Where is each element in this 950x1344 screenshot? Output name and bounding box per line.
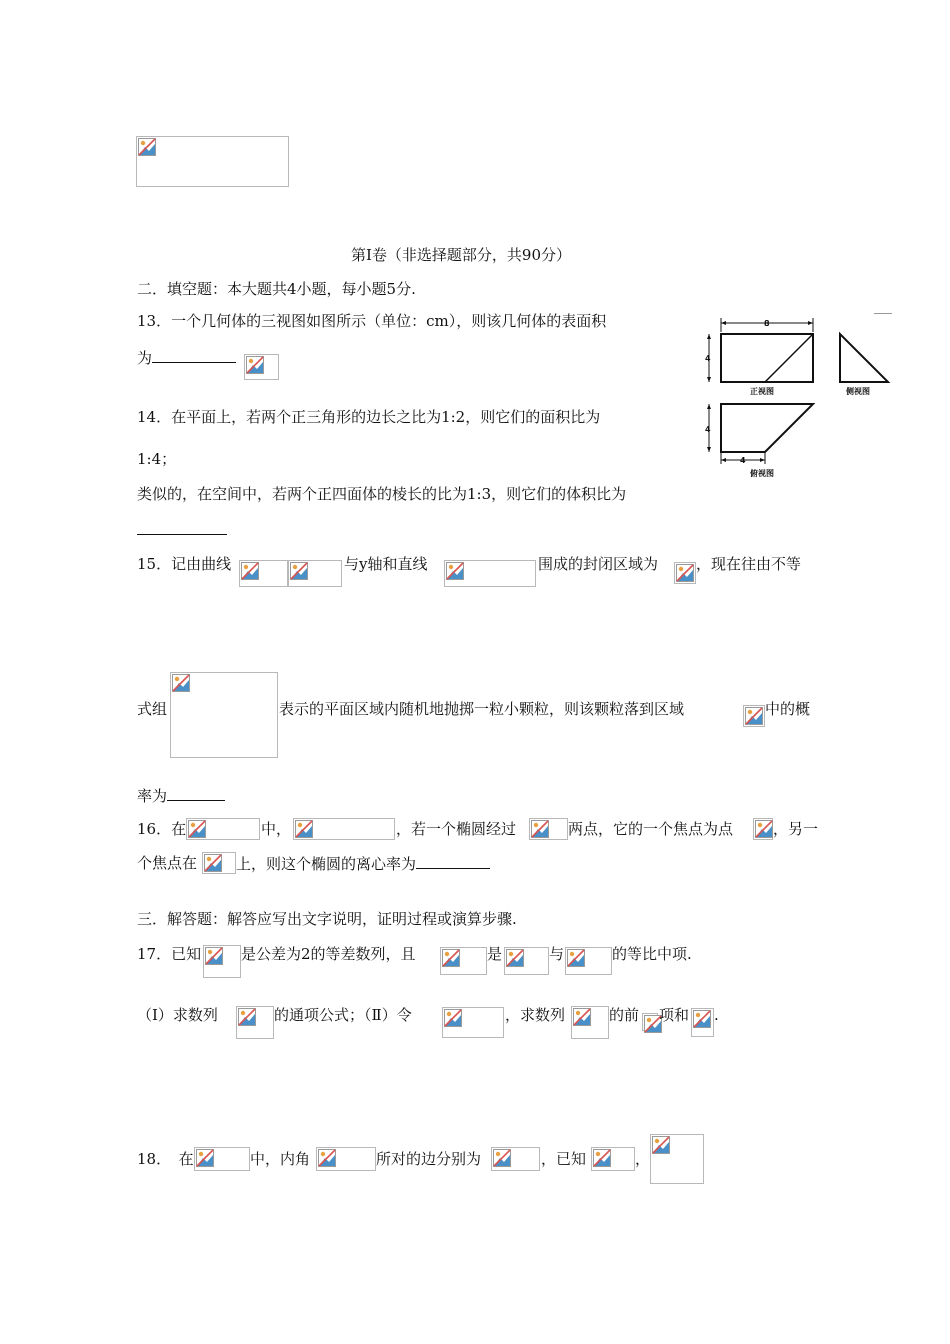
image-placeholder bbox=[186, 818, 260, 840]
broken-image-icon bbox=[188, 820, 206, 838]
image-placeholder bbox=[170, 672, 278, 758]
q15-line3 bbox=[137, 784, 225, 807]
broken-image-icon bbox=[318, 1149, 336, 1167]
q16-seg3: ，若一个椭圆经过 bbox=[396, 820, 517, 838]
q16-seg5: ，另一 bbox=[773, 820, 819, 838]
q17-seg9: 的前 bbox=[609, 1006, 640, 1024]
dim-4a-label: 4 bbox=[705, 354, 711, 363]
broken-image-icon bbox=[196, 1149, 214, 1167]
broken-image-icon bbox=[573, 1008, 591, 1026]
q17-seg8: ，求数列 bbox=[505, 1006, 566, 1024]
section-title: 第Ⅰ卷（非选择题部分，共90分） bbox=[351, 246, 572, 264]
q15-seg8: 率为 bbox=[137, 787, 168, 805]
image-placeholder bbox=[565, 947, 612, 975]
answer-blank bbox=[137, 518, 227, 535]
q17-seg6: （Ⅰ）求数列 bbox=[137, 1006, 218, 1024]
image-placeholder bbox=[203, 945, 241, 978]
image-placeholder bbox=[674, 562, 696, 584]
image-placeholder bbox=[194, 1147, 250, 1171]
image-placeholder bbox=[642, 1013, 658, 1031]
q14-line2: 1:4； bbox=[137, 450, 177, 468]
image-placeholder bbox=[442, 1007, 504, 1038]
broken-image-icon bbox=[593, 1149, 611, 1167]
image-placeholder bbox=[444, 560, 536, 587]
q16-seg2: 中， bbox=[261, 820, 292, 838]
broken-image-icon bbox=[205, 947, 223, 965]
q17-seg2: 是公差为2的等差数列，且 bbox=[241, 945, 416, 963]
q16-seg1: 16．在 bbox=[137, 820, 187, 838]
q16-seg7: 上，则这个椭圆的离心率为 bbox=[236, 855, 417, 873]
q15-seg2: 与y轴和直线 bbox=[344, 555, 428, 573]
q14-blank bbox=[137, 518, 227, 541]
part2-heading: 二．填空题：本大题共4小题，每小题5分. bbox=[137, 280, 416, 298]
image-placeholder bbox=[753, 818, 773, 840]
q15-seg5: 式组 bbox=[137, 700, 168, 718]
q14-line3: 类似的，在空间中，若两个正四面体的棱长的比为1:3，则它们的体积比为 bbox=[137, 485, 627, 503]
image-placeholder bbox=[591, 1147, 635, 1171]
side-view-label: 侧视图 bbox=[846, 387, 870, 396]
image-placeholder bbox=[316, 1147, 376, 1171]
q17-seg11: . bbox=[714, 1006, 719, 1024]
broken-image-icon bbox=[138, 138, 156, 156]
q18-seg2: 中，内角 bbox=[250, 1150, 311, 1168]
q16-line2b bbox=[236, 852, 490, 875]
q15-seg7: 中的概 bbox=[765, 700, 811, 718]
broken-image-icon bbox=[295, 820, 313, 838]
broken-image-icon bbox=[506, 949, 524, 967]
broken-image-icon bbox=[531, 820, 549, 838]
image-placeholder-top bbox=[136, 136, 289, 187]
image-placeholder bbox=[650, 1134, 704, 1184]
q17-seg5: 的等比中项. bbox=[612, 945, 692, 963]
q16-seg4: 两点，它的一个焦点为点 bbox=[568, 820, 734, 838]
broken-image-icon bbox=[204, 854, 222, 872]
q15-seg1: 15．记由曲线 bbox=[137, 555, 232, 573]
image-placeholder bbox=[529, 818, 568, 840]
image-placeholder bbox=[571, 1006, 609, 1039]
q17-seg10: 项和 bbox=[659, 1006, 690, 1024]
q18-seg3: 所对的边分别为 bbox=[376, 1150, 482, 1168]
image-placeholder bbox=[491, 1147, 540, 1171]
margin-mark bbox=[874, 313, 892, 314]
answer-blank bbox=[416, 852, 490, 869]
q13-line2 bbox=[137, 346, 236, 369]
q17-seg4: 与 bbox=[549, 945, 565, 963]
q17-seg1: 17．已知 bbox=[137, 945, 202, 963]
broken-image-icon bbox=[246, 356, 264, 374]
image-placeholder bbox=[743, 705, 765, 727]
image-placeholder bbox=[239, 560, 288, 587]
part3-heading: 三．解答题：解答应写出文字说明，证明过程或演算步骤. bbox=[137, 910, 517, 928]
image-placeholder bbox=[202, 852, 236, 874]
q15-seg3: 围成的封闭区域为 bbox=[538, 555, 659, 573]
broken-image-icon bbox=[442, 949, 460, 967]
top-view-label: 俯视图 bbox=[750, 469, 774, 478]
broken-image-icon bbox=[238, 1008, 256, 1026]
q18-seg5: ， bbox=[635, 1150, 651, 1168]
broken-image-icon bbox=[172, 674, 190, 692]
broken-image-icon bbox=[676, 564, 694, 582]
q13-label: 为 bbox=[137, 349, 153, 367]
answer-blank bbox=[152, 346, 236, 363]
q15-seg6: 表示的平面区域内随机地抛掷一粒小颗粒，则该颗粒落到区域 bbox=[279, 700, 685, 718]
three-view-figure bbox=[700, 314, 900, 484]
front-view-label: 正视图 bbox=[750, 387, 774, 396]
image-placeholder-q13 bbox=[244, 354, 279, 380]
broken-image-icon bbox=[444, 1009, 462, 1027]
dim-4c-label: 4 bbox=[740, 456, 746, 465]
image-placeholder bbox=[691, 1008, 714, 1037]
broken-image-icon bbox=[241, 562, 259, 580]
answer-blank bbox=[167, 784, 225, 801]
dim-8-label: 8 bbox=[764, 319, 770, 328]
q14-line1: 14．在平面上，若两个正三角形的边长之比为1:2，则它们的面积比为 bbox=[137, 408, 601, 426]
image-placeholder bbox=[236, 1006, 274, 1039]
q17-seg7: 的通项公式；（Ⅱ）令 bbox=[274, 1006, 412, 1024]
broken-image-icon bbox=[446, 562, 464, 580]
q17-seg3: 是 bbox=[487, 945, 503, 963]
image-placeholder bbox=[440, 947, 487, 975]
image-placeholder bbox=[288, 560, 342, 587]
image-placeholder bbox=[293, 818, 395, 840]
q18-seg4: ，已知 bbox=[541, 1150, 587, 1168]
broken-image-icon bbox=[745, 707, 763, 725]
broken-image-icon bbox=[755, 820, 773, 838]
image-placeholder bbox=[504, 947, 549, 975]
broken-image-icon bbox=[290, 562, 308, 580]
dim-4b-label: 4 bbox=[705, 425, 711, 434]
q15-seg4: ，现在往由不等 bbox=[696, 555, 802, 573]
q16-seg6: 个焦点在 bbox=[137, 854, 198, 872]
q13-line1: 13．一个几何体的三视图如图所示（单位：cm），则该几何体的表面积 bbox=[137, 312, 607, 330]
q18-seg1: 18． 在 bbox=[137, 1150, 194, 1168]
broken-image-icon bbox=[567, 949, 585, 967]
broken-image-icon bbox=[693, 1010, 711, 1028]
broken-image-icon bbox=[493, 1149, 511, 1167]
broken-image-icon bbox=[652, 1136, 670, 1154]
